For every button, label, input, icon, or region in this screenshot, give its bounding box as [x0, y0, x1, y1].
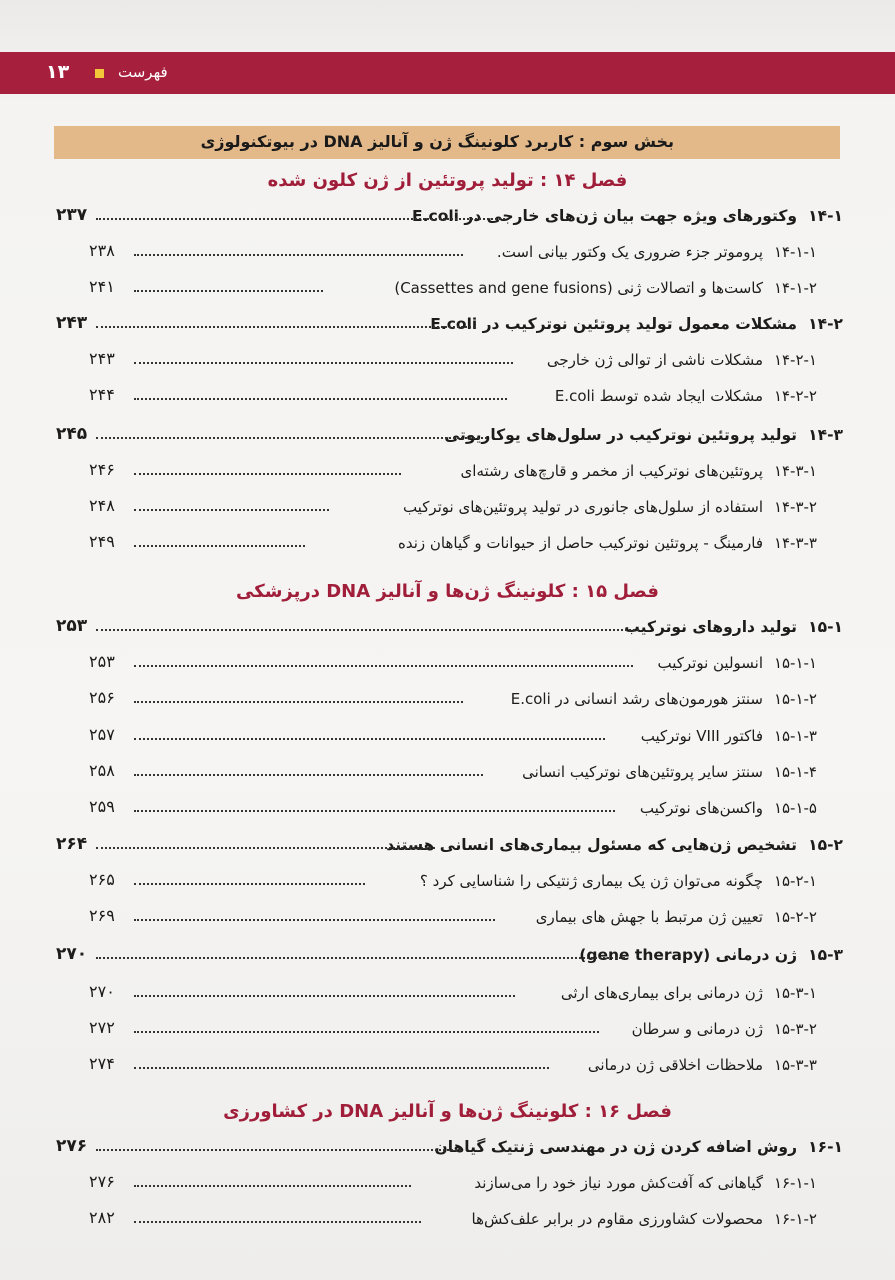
entry-code: ۱۵-۲-۲ — [773, 908, 817, 926]
entry-code: ۱۴-۳-۳ — [773, 534, 817, 552]
dot-leader — [134, 665, 633, 667]
entry-title: سنتز هورمون‌های رشد انسانی در E.coli — [510, 690, 763, 708]
entry-code: ۱۴-۱ — [808, 207, 843, 225]
dot-leader — [134, 509, 329, 511]
toc-entry-sub[interactable] — [0, 1172, 895, 1200]
toc-entry-sub[interactable] — [0, 460, 895, 488]
entry-page: ۲۴۳ — [56, 313, 88, 333]
entry-code: ۱۴-۱-۲ — [773, 279, 817, 297]
dot-leader — [96, 847, 435, 849]
entry-title: پروموتر جزء ضروری یک وکتور بیانی است. — [496, 243, 763, 261]
toc-entry-sub[interactable] — [0, 982, 895, 1010]
entry-page: ۲۵۸ — [89, 761, 115, 780]
entry-page: ۲۴۸ — [89, 496, 115, 515]
dot-leader — [134, 290, 323, 292]
entry-page: ۲۵۳ — [89, 652, 115, 671]
toc-entry-sub[interactable] — [0, 532, 895, 560]
entry-title: استفاده از سلول‌های جانوری در تولید پروتئین‌های نوترکیب — [402, 498, 763, 516]
toc-entry-main[interactable] — [0, 313, 895, 341]
section-title: بخش سوم : کاربرد کلونینگ ژن و آنالیز DNA در بیوتکنولوژی — [200, 132, 674, 151]
chapter-heading-16: فصل ۱۶ : کلونینگ ژن‌ها و آنالیز DNA در کشاورزی — [223, 1101, 672, 1122]
toc-entry-sub[interactable] — [0, 349, 895, 377]
dot-leader — [134, 1067, 549, 1069]
header-page-number: ۱۳ — [46, 61, 70, 83]
toc-entry-main[interactable] — [0, 944, 895, 972]
entry-title: پروتئین‌های نوترکیب از مخمر و قارچ‌های رشته‌ای — [460, 462, 763, 480]
entry-title: فارمینگ - پروتئین نوترکیب حاصل از حیوانات و گیاهان زنده — [398, 534, 763, 552]
entry-code: ۱۶-۱-۲ — [773, 1210, 817, 1228]
entry-code: ۱۴-۲-۱ — [773, 351, 817, 369]
entry-code: ۱۶-۱ — [808, 1138, 843, 1156]
dot-leader — [134, 1221, 421, 1223]
dot-leader — [134, 362, 513, 364]
toc-entry-main[interactable] — [0, 1136, 895, 1164]
toc-entry-sub[interactable] — [0, 277, 895, 305]
entry-code: ۱۵-۱-۱ — [773, 654, 817, 672]
entry-code: ۱۵-۳-۲ — [773, 1020, 817, 1038]
dot-leader — [134, 545, 305, 547]
entry-code: ۱۵-۱-۳ — [773, 727, 817, 745]
toc-entry-main[interactable] — [0, 834, 895, 862]
entry-page: ۲۴۵ — [56, 424, 88, 444]
entry-code: ۱۴-۲ — [808, 315, 843, 333]
entry-title: ژن درمانی و سرطان — [631, 1020, 763, 1038]
dot-leader — [134, 701, 463, 703]
toc-entry-sub[interactable] — [0, 797, 895, 825]
entry-page: ۲۷۴ — [89, 1054, 115, 1073]
entry-page: ۲۷۰ — [56, 944, 88, 964]
dot-leader — [134, 398, 507, 400]
dot-leader — [134, 254, 463, 256]
entry-title: گیاهانی که آفت‌کش مورد نیاز خود را می‌سازند — [474, 1174, 763, 1192]
dot-leader — [134, 919, 495, 921]
entry-title: محصولات کشاورزی مقاوم در برابر علف‌کش‌ها — [471, 1210, 763, 1228]
entry-title: کاست‌ها و اتصالات ژنی (Cassettes and gene fusions) — [394, 279, 763, 297]
entry-page: ۲۵۳ — [56, 616, 88, 636]
entry-page: ۲۵۶ — [89, 688, 115, 707]
toc-entry-sub[interactable] — [0, 725, 895, 753]
entry-page: ۲۴۹ — [89, 532, 115, 551]
dot-leader — [134, 1185, 411, 1187]
entry-code: ۱۴-۱-۱ — [773, 243, 817, 261]
dot-leader — [134, 883, 365, 885]
dot-leader — [134, 810, 615, 812]
dot-leader — [134, 738, 605, 740]
header-square-icon — [95, 69, 104, 78]
entry-title: تولید پروتئین نوترکیب در سلول‌های یوکاریوتی — [444, 426, 797, 444]
entry-title: چگونه می‌توان ژن یک بیماری ژنتیکی را شناسایی کرد ؟ — [419, 872, 763, 890]
entry-page: ۲۴۳ — [89, 349, 115, 368]
entry-page: ۲۶۵ — [89, 870, 115, 889]
entry-page: ۲۶۴ — [56, 834, 88, 854]
dot-leader — [96, 437, 487, 439]
toc-entry-sub[interactable] — [0, 385, 895, 413]
toc-entry-sub[interactable] — [0, 870, 895, 898]
entry-title: ژن درمانی (gene therapy) — [579, 946, 797, 964]
entry-page: ۲۷۰ — [89, 982, 115, 1001]
toc-entry-sub[interactable] — [0, 496, 895, 524]
entry-page: ۲۷۲ — [89, 1018, 115, 1037]
entry-code: ۱۴-۳ — [808, 426, 843, 444]
entry-code: ۱۵-۳-۳ — [773, 1056, 817, 1074]
entry-title: ملاحظات اخلاقی ژن درمانی — [587, 1056, 763, 1074]
dot-leader — [134, 995, 515, 997]
toc-entry-sub[interactable] — [0, 761, 895, 789]
toc-entry-sub[interactable] — [0, 1054, 895, 1082]
entry-page: ۲۸۲ — [89, 1208, 115, 1227]
entry-page: ۲۳۸ — [89, 241, 115, 260]
entry-title: فاکتور VIII نوترکیب — [640, 727, 763, 745]
dot-leader — [134, 1031, 599, 1033]
entry-title: مشکلات ایجاد شده توسط E.coli — [554, 387, 763, 405]
entry-code: ۱۵-۲-۱ — [773, 872, 817, 890]
entry-title: روش اضافه کردن ژن در مهندسی ژنتیک گیاهان — [434, 1138, 797, 1156]
entry-page: ۲۵۷ — [89, 725, 115, 744]
dot-leader — [134, 473, 401, 475]
entry-code: ۱۵-۳-۱ — [773, 984, 817, 1002]
entry-code: ۱۵-۱-۲ — [773, 690, 817, 708]
dot-leader — [96, 957, 625, 959]
entry-title: ژن درمانی برای بیماری‌های ارثی — [560, 984, 763, 1002]
entry-page: ۲۷۶ — [56, 1136, 88, 1156]
entry-page: ۲۴۴ — [89, 385, 115, 404]
entry-code: ۱۶-۱-۱ — [773, 1174, 817, 1192]
entry-code: ۱۵-۳ — [808, 946, 843, 964]
toc-entry-sub[interactable] — [0, 652, 895, 680]
entry-title: مشکلات ناشی از توالی ژن خارجی — [546, 351, 763, 369]
dot-leader — [96, 629, 639, 631]
dot-leader — [96, 1149, 461, 1151]
toc-entry-sub[interactable] — [0, 906, 895, 934]
entry-page: ۲۳۷ — [56, 205, 88, 225]
entry-title: وکتورهای ویژه جهت بیان ژن‌های خارجی در E.coli — [412, 207, 797, 225]
entry-title: تولید داروهای نوترکیب — [624, 618, 797, 636]
header-title: فهرست — [118, 63, 168, 81]
entry-page: ۲۵۹ — [89, 797, 115, 816]
dot-leader — [96, 326, 475, 328]
entry-title: واکسن‌های نوترکیب — [639, 799, 763, 817]
entry-page: ۲۴۶ — [89, 460, 115, 479]
entry-code: ۱۴-۳-۲ — [773, 498, 817, 516]
entry-code: ۱۴-۳-۱ — [773, 462, 817, 480]
entry-title: تشخیص ژن‌هایی که مسئول بیماری‌های انسانی هستند — [386, 836, 797, 854]
entry-page: ۲۶۹ — [89, 906, 115, 925]
entry-code: ۱۵-۲ — [808, 836, 843, 854]
dot-leader — [134, 774, 483, 776]
toc-entry-main[interactable] — [0, 205, 895, 233]
chapter-heading-15: فصل ۱۵ : کلونینگ ژن‌ها و آنالیز DNA درپزشکی — [236, 581, 659, 602]
toc-entry-sub[interactable] — [0, 1208, 895, 1236]
entry-code: ۱۵-۱-۴ — [773, 763, 817, 781]
toc-entry-sub[interactable] — [0, 688, 895, 716]
entry-code: ۱۵-۱ — [808, 618, 843, 636]
entry-title: تعیین ژن مرتبط با جهش های بیماری — [535, 908, 763, 926]
entry-title: انسولین نوترکیب — [657, 654, 763, 672]
page-header-band — [0, 52, 895, 94]
toc-entry-main[interactable] — [0, 616, 895, 644]
dot-leader — [96, 218, 505, 220]
chapter-heading-14: فصل ۱۴ : تولید پروتئین از ژن کلون شده — [267, 170, 628, 191]
entry-title: مشکلات معمول تولید پروتئین نوترکیب در E.coli — [430, 315, 797, 333]
toc-entry-sub[interactable] — [0, 1018, 895, 1046]
entry-page: ۲۷۶ — [89, 1172, 115, 1191]
entry-code: ۱۵-۱-۵ — [773, 799, 817, 817]
entry-code: ۱۴-۲-۲ — [773, 387, 817, 405]
entry-page: ۲۴۱ — [89, 277, 115, 296]
section-title-bar — [54, 126, 840, 159]
toc-entry-sub[interactable] — [0, 241, 895, 269]
toc-entry-main[interactable] — [0, 424, 895, 452]
entry-title: سنتز سایر پروتئین‌های نوترکیب انسانی — [522, 763, 763, 781]
